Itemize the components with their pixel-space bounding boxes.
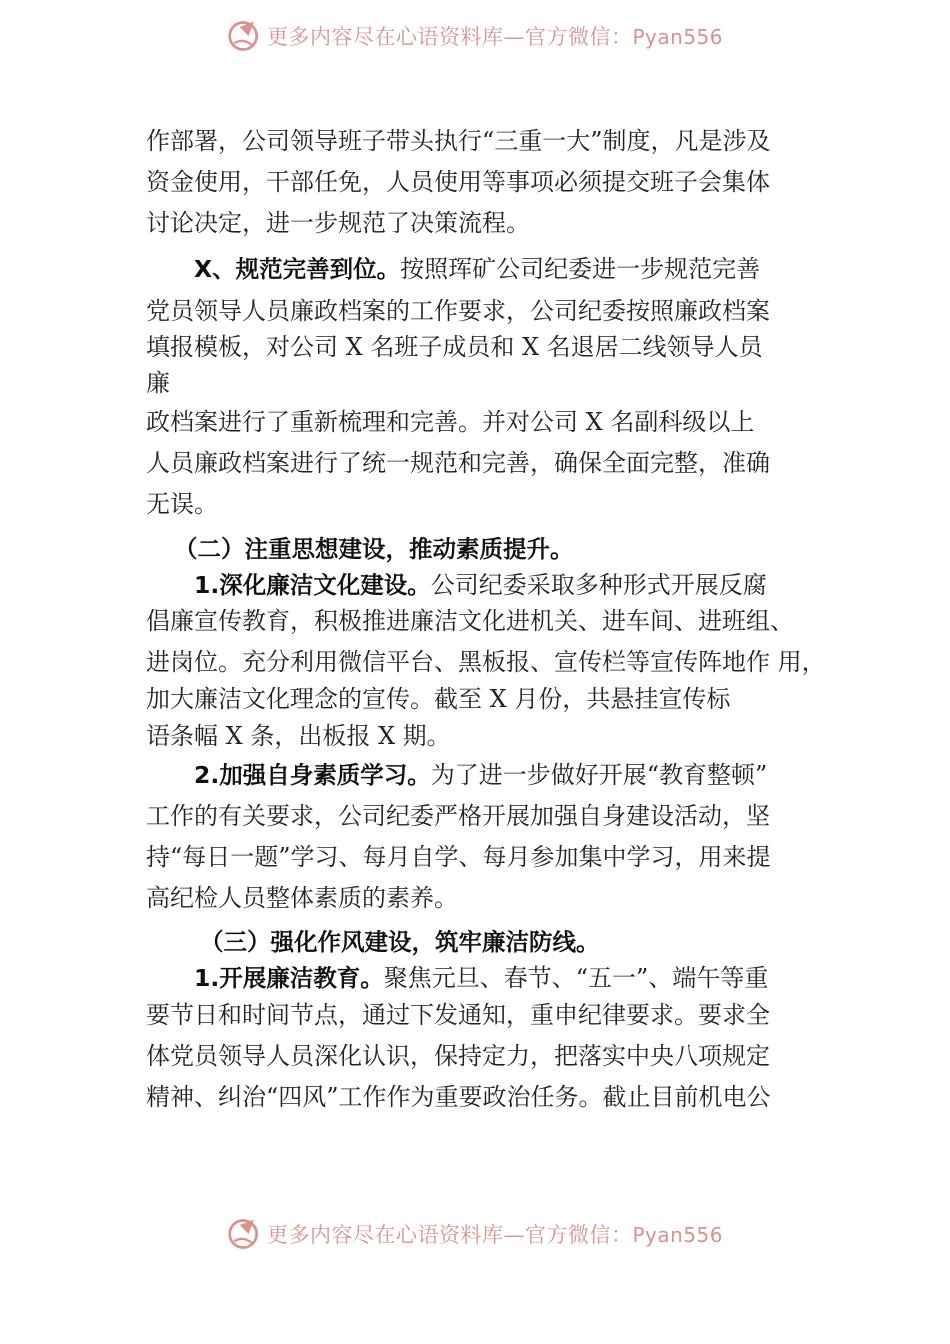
footer-banner [0, 1212, 950, 1256]
text-line: 廉 [146, 369, 170, 397]
text-line: 资金使用，干部任免，人员使用等事项必须提交班子会集体 [146, 168, 770, 196]
text-line: 语条幅 X 条，出板报 X 期。 [146, 722, 451, 750]
text-line: 讨论决定，进一步规范了决策流程。 [146, 209, 530, 237]
text-line: 政档案进行了重新梳理和完善。并对公司 X 名副科级以上 [146, 408, 755, 436]
pen-logo-icon [227, 1216, 263, 1252]
item-heading: 1.深化廉洁文化建设。 [194, 571, 431, 599]
banner-text: 更多内容尽在心语资料库—官方微信：Pyan556 [266, 1223, 723, 1247]
section-heading: （二）注重思想建设，推动素质提升。 [174, 535, 574, 563]
wechat-id: Pyan556 [632, 25, 723, 49]
banner-text: 更多内容尽在心语资料库—官方微信：Pyan556 [266, 25, 723, 49]
text-line: 精神、纠治“四风”工作作为重要政治任务。截止目前机电公 [146, 1083, 771, 1111]
wechat-id: Pyan556 [632, 1223, 723, 1247]
item-heading: 2.加强自身素质学习。 [194, 761, 431, 789]
text-line: 工作的有关要求，公司纪委严格开展加强自身建设活动，坚 [146, 802, 770, 830]
text-line: X、规范完善到位。按照珲矿公司纪委进一步规范完善 [194, 255, 761, 283]
text-line: 作部署，公司领导班子带头执行“三重一大”制度，凡是涉及 [146, 127, 771, 155]
text-line: 2.加强自身素质学习。为了进一步做好开展“教育整顿” [194, 761, 768, 789]
text-line: 体党员领导人员深化认识，保持定力，把落实中央八项规定 [146, 1042, 770, 1070]
text-line: 填报模板，对公司 X 名班子成员和 X 名退居二线领导人员 [146, 333, 763, 361]
text-line: 倡廉宣传教育，积极推进廉洁文化进机关、进车间、进班组、 [146, 607, 794, 635]
text-line: 党员领导人员廉政档案的工作要求，公司纪委按照廉政档案 [146, 297, 770, 325]
text-line: 无误。 [146, 490, 218, 518]
text-line: 高纪检人员整体素质的素养。 [146, 884, 458, 912]
header-banner [0, 14, 950, 58]
text-line: 1.深化廉洁文化建设。公司纪委采取多种形式开展反腐 [194, 571, 767, 599]
item-heading: 1.开展廉洁教育。 [194, 964, 384, 992]
text-line: 持“每日一题”学习、每月自学、每月参加集中学习，用来提 [146, 843, 771, 871]
pen-logo-icon [227, 18, 263, 54]
text-line: 要节日和时间节点，通过下发通知，重申纪律要求。要求全 [146, 1001, 770, 1029]
section-heading: （三）强化作风建设，筑牢廉洁防线。 [200, 928, 600, 956]
text-line: 加大廉洁文化理念的宣传。截至 X 月份，共悬挂宣传标 [146, 685, 731, 713]
text-line: 人员廉政档案进行了统一规范和完善，确保全面完整，准确 [146, 449, 770, 477]
text-line: 1.开展廉洁教育。聚焦元旦、春节、“五一”、端午等重 [194, 964, 769, 992]
item-heading: X、规范完善到位。 [194, 255, 401, 283]
text-line: 进岗位。充分利用微信平台、黑板报、宣传栏等宣传阵地作 用， [146, 648, 826, 676]
